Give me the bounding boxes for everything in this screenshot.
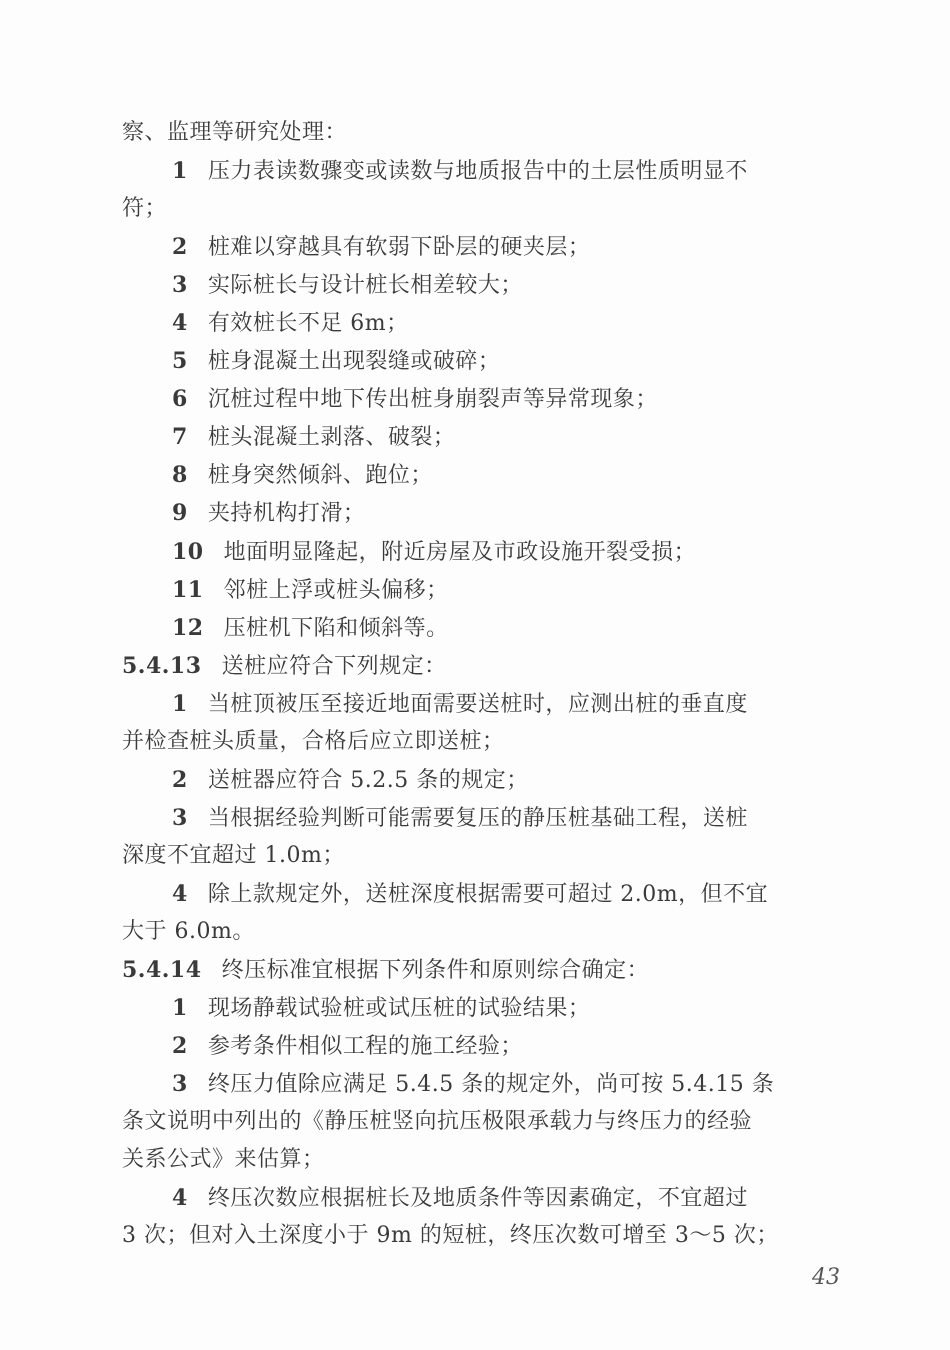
section-number: 5.4.13 (122, 652, 202, 679)
item-number: 10 (172, 538, 204, 565)
list-item (122, 685, 862, 723)
item-text: 桩身混凝土出现裂缝或破碎； (207, 349, 501, 375)
list-item (122, 380, 862, 418)
list-item (122, 418, 862, 456)
item-text: 现场静载试验桩或试压桩的试验结果； (207, 996, 591, 1022)
line-text: 并检查桩头质量，合格后应立即送桩； (122, 728, 505, 754)
item-text: 参考条件相似工程的施工经验； (207, 1034, 523, 1060)
list-item (122, 989, 862, 1027)
list-item (122, 609, 862, 647)
item-number: 11 (172, 576, 204, 603)
list-item (122, 1027, 862, 1065)
item-number: 7 (172, 424, 188, 451)
item-number: 1 (172, 995, 188, 1022)
text-line (122, 913, 862, 951)
section-heading (122, 951, 862, 989)
text-line (122, 723, 862, 761)
section-heading (122, 647, 862, 685)
item-number: 8 (172, 462, 188, 489)
line-text: 深度不宜超过 1.0m； (122, 842, 345, 868)
list-item (122, 1065, 862, 1103)
item-text: 地面明显隆起，附近房屋及市政设施开裂受损； (223, 539, 697, 565)
text-line (122, 114, 862, 152)
item-text: 压力表读数骤变或读数与地质报告中的土层性质明显不 (207, 159, 748, 185)
item-text: 终压力值除应满足 5.4.5 条的规定外，尚可按 5.4.15 条 (207, 1072, 775, 1098)
list-item (122, 266, 862, 304)
line-text: 察、监理等研究处理： (122, 120, 348, 145)
item-text: 夹持机构打滑； (207, 501, 366, 527)
item-text: 压桩机下陷和倾斜等。 (223, 615, 449, 641)
list-item (122, 571, 862, 609)
item-text: 当桩顶被压至接近地面需要送桩时，应测出桩的垂直度 (207, 691, 748, 717)
section-number: 5.4.14 (122, 957, 202, 984)
text-line (122, 1141, 862, 1179)
page-number: 43 (812, 1265, 840, 1290)
item-number: 1 (172, 690, 188, 717)
section-text: 终压标准宜根据下列条件和原则综合确定： (221, 958, 650, 984)
item-text: 有效桩长不足 6m； (207, 311, 409, 337)
list-item (122, 152, 862, 190)
text-line (122, 190, 862, 228)
item-number: 6 (172, 386, 188, 413)
list-item (122, 533, 862, 571)
text-line (122, 1103, 862, 1141)
item-number: 12 (172, 614, 204, 641)
item-number: 4 (172, 310, 188, 337)
list-item (122, 799, 862, 837)
item-number: 2 (172, 234, 188, 261)
text-line (122, 1217, 862, 1255)
item-text: 桩身突然倾斜、跑位； (207, 463, 433, 489)
item-text: 终压次数应根据桩长及地质条件等因素确定，不宜超过 (207, 1186, 748, 1212)
item-number: 2 (172, 766, 188, 793)
line-text: 符； (122, 196, 168, 222)
list-item (122, 304, 862, 342)
list-item (122, 228, 862, 266)
list-item (122, 1179, 862, 1217)
list-item (122, 342, 862, 380)
item-number: 4 (172, 880, 188, 907)
text-line (122, 837, 862, 875)
list-item (122, 875, 862, 913)
line-text: 3 次；但对入土深度小于 9m 的短桩，终压次数可增至 3～5 次； (122, 1223, 779, 1249)
line-text: 大于 6.0m。 (122, 918, 255, 944)
item-text: 桩头混凝土剥落、破裂； (207, 425, 456, 451)
item-text: 沉桩过程中地下传出桩身崩裂声等异常现象； (207, 387, 658, 413)
line-text: 条文说明中列出的《静压桩竖向抗压极限承载力与终压力的经验 (122, 1109, 753, 1135)
item-text: 当根据经验判断可能需要复压的静压桩基础工程，送桩 (207, 805, 748, 831)
body-text (122, 114, 862, 1255)
line-text: 关系公式》来估算； (122, 1147, 325, 1173)
list-item (122, 761, 862, 799)
item-number: 3 (172, 1071, 188, 1098)
list-item (122, 494, 862, 532)
item-number: 3 (172, 272, 188, 299)
item-text: 除上款规定外，送桩深度根据需要可超过 2.0m，但不宜 (207, 881, 769, 907)
item-text: 送桩器应符合 5.2.5 条的规定； (207, 767, 529, 793)
item-text: 邻桩上浮或桩头偏移； (223, 577, 449, 603)
item-text: 实际桩长与设计桩长相差较大； (207, 273, 523, 299)
item-number: 1 (172, 158, 188, 185)
item-number: 9 (172, 500, 188, 527)
item-number: 3 (172, 804, 188, 831)
item-text: 桩难以穿越具有软弱下卧层的硬夹层； (207, 235, 591, 261)
section-text: 送桩应符合下列规定： (221, 653, 447, 679)
item-number: 4 (172, 1185, 188, 1212)
list-item (122, 456, 862, 494)
item-number: 2 (172, 1033, 188, 1060)
item-number: 5 (172, 348, 188, 375)
